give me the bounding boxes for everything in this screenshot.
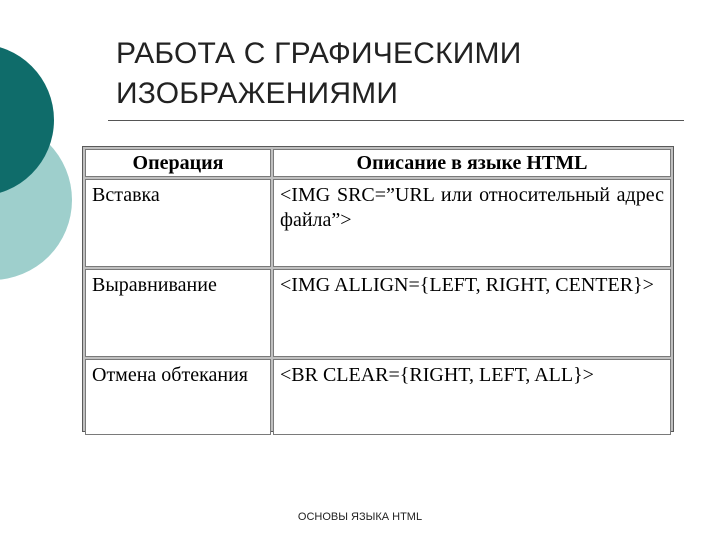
- decorative-circles: [0, 0, 90, 300]
- operation-cell: Выравнивание: [85, 269, 271, 357]
- slide-title-line-2: ИЗОБРАЖЕНИЯМИ: [116, 77, 399, 110]
- column-header-description: Описание в языке HTML: [273, 149, 671, 177]
- description-cell: <BR CLEAR={RIGHT, LEFT, ALL}>: [273, 359, 671, 435]
- table-row: [85, 269, 671, 357]
- table: [83, 147, 673, 437]
- slide-footer: ОСНОВЫ ЯЗЫКА HTML: [297, 511, 423, 523]
- title-divider: [108, 120, 684, 121]
- column-header-operation: Операция: [85, 149, 271, 177]
- table-row: [85, 359, 671, 435]
- slide-title-line-1: РАБОТА С ГРАФИЧЕСКИМИ: [116, 37, 522, 70]
- description-cell: <IMG SRC=”URL или относительный адрес файла”>: [273, 179, 671, 267]
- description-cell: <IMG ALLIGN={LEFT, RIGHT, CENTER}>: [273, 269, 671, 357]
- html-image-table: [82, 146, 674, 432]
- slide-title: [116, 34, 676, 114]
- operation-cell: Отмена обтекания: [85, 359, 271, 435]
- table-header-row: [85, 149, 671, 177]
- operation-cell: Вставка: [85, 179, 271, 267]
- table-row: [85, 179, 671, 267]
